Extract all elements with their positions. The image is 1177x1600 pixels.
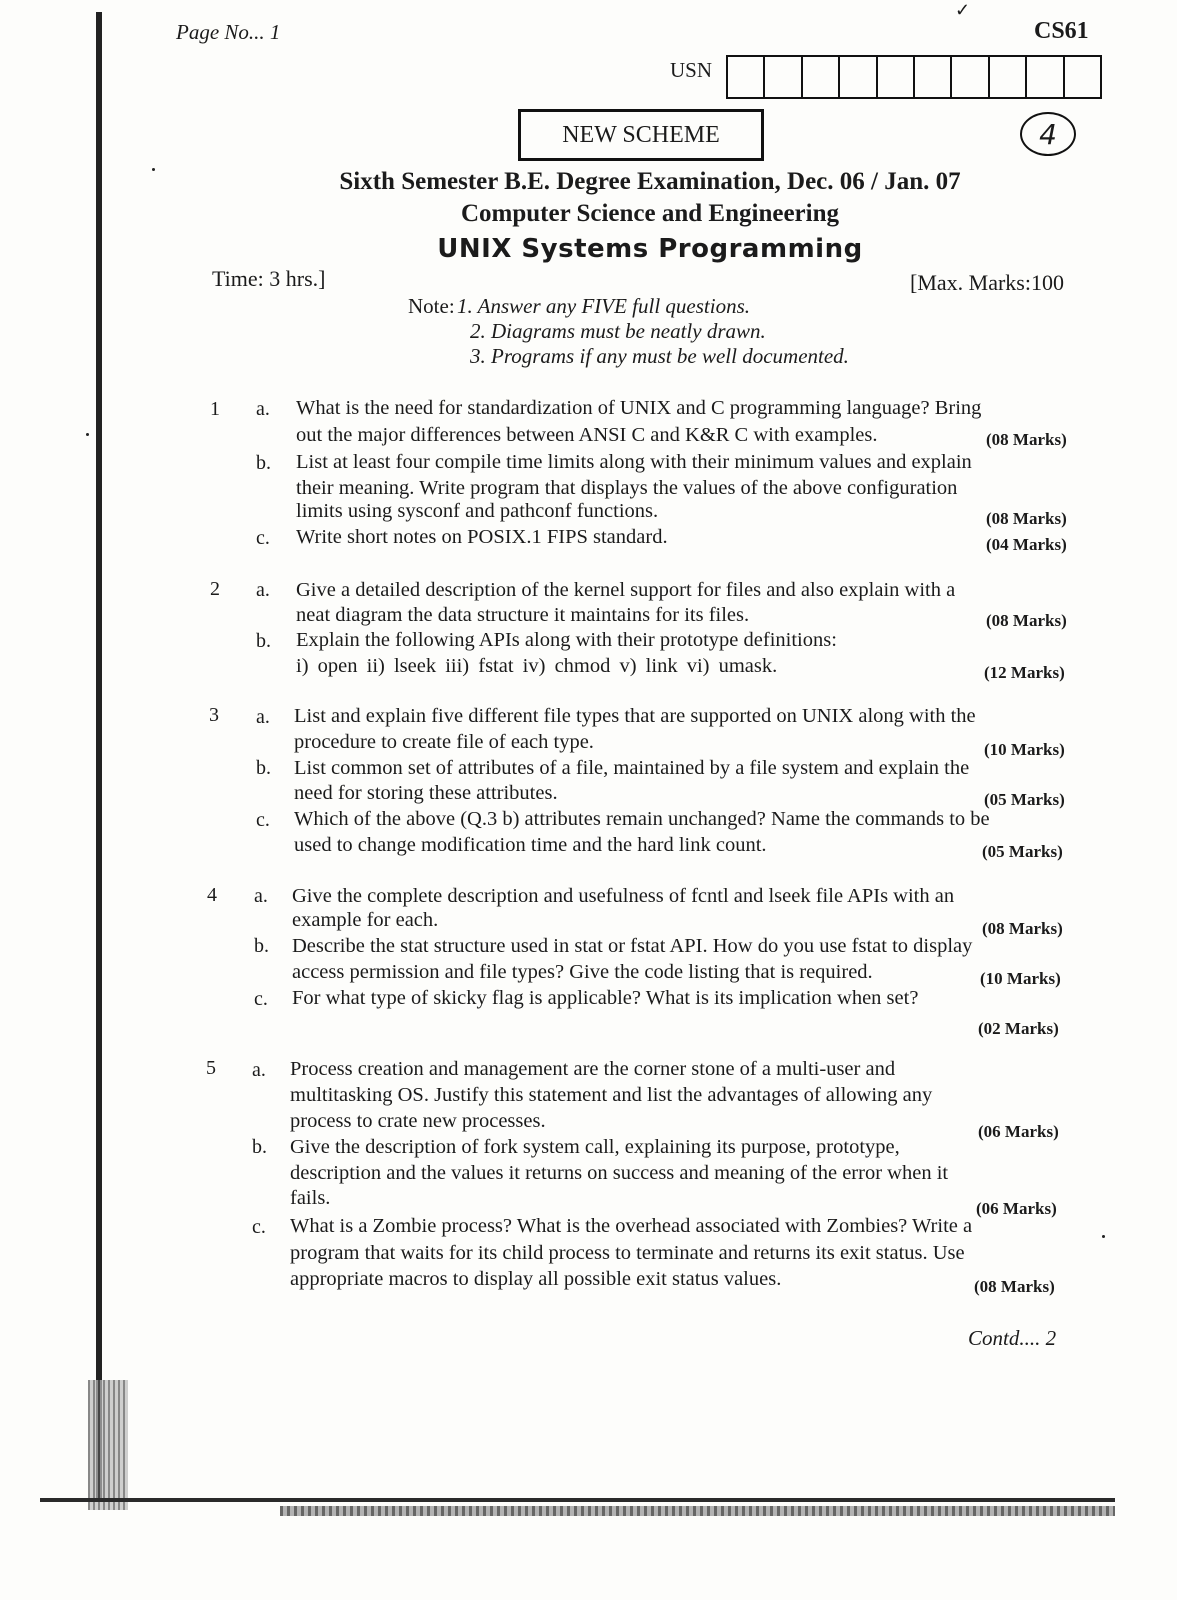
part-label: b. [256, 630, 271, 652]
part-label: a. [256, 398, 270, 420]
usn-cell [1027, 57, 1064, 97]
question-line: Explain the following APIs along with their prototype definitions: [296, 629, 837, 651]
marks-label: (02 Marks) [978, 1019, 1059, 1038]
scan-speck [1102, 1235, 1105, 1238]
question-line: List and explain five different file types that are supported on UNIX along with the [294, 705, 976, 727]
marks-label: (04 Marks) [986, 535, 1067, 554]
note-label: Note: [408, 294, 455, 318]
part-label: b. [254, 935, 269, 957]
usn-cell [952, 57, 989, 97]
part-label: a. [254, 885, 268, 907]
scan-shadow [88, 1380, 128, 1510]
question-number: 5 [206, 1057, 216, 1079]
time-allowed: Time: 3 hrs.] [212, 266, 326, 291]
question-line: For what type of skicky flag is applicable? What is its implication when set? [292, 987, 919, 1009]
usn-cell [915, 57, 952, 97]
question-line: What is a Zombie process? What is the overhead associated with Zombies? Write a [290, 1215, 973, 1237]
part-label: c. [254, 988, 268, 1010]
circled-number-text: 4 [1039, 117, 1057, 151]
usn-cell [1065, 57, 1100, 97]
question-line: used to change modification time and the hard link count. [294, 834, 767, 856]
question-line: Give the description of fork system call, explaining its purpose, prototype, [290, 1136, 900, 1158]
question-line: Which of the above (Q.3 b) attributes remain unchanged? Name the commands to be [294, 808, 990, 830]
marks-label: (08 Marks) [986, 611, 1067, 630]
marks-label: (10 Marks) [984, 740, 1065, 759]
question-line: example for each. [292, 909, 439, 931]
page-number: Page No... 1 [176, 20, 281, 44]
question-line: program that waits for its child process to terminate and returns its exit status. Use [290, 1242, 965, 1264]
check-mark: ✓ [955, 0, 971, 20]
marks-label: (12 Marks) [984, 663, 1065, 682]
question-line: procedure to create file of each type. [294, 731, 594, 753]
part-label: c. [256, 809, 270, 831]
part-label: c. [256, 527, 270, 549]
question-line: limits using sysconf and pathconf functions. [296, 500, 659, 522]
note-1: 1. Answer any FIVE full questions. [457, 294, 751, 318]
marks-label: (10 Marks) [980, 969, 1061, 988]
part-label: b. [256, 757, 271, 779]
marks-label: (06 Marks) [976, 1199, 1057, 1218]
part-label: b. [252, 1136, 267, 1158]
question-line: Give a detailed description of the kernel support for files and also explain with a [296, 579, 956, 601]
note-3: 3. Programs if any must be well documented. [470, 344, 849, 368]
bottom-scan-noise [280, 1506, 1115, 1516]
marks-label: (08 Marks) [974, 1277, 1055, 1296]
question-line: appropriate macros to display all possible exit status values. [290, 1268, 782, 1290]
usn-label: USN [670, 58, 713, 82]
usn-cell [878, 57, 915, 97]
question-line: process to crate new processes. [290, 1110, 546, 1132]
question-line: description and the values it returns on success and meaning of the error when it [290, 1162, 949, 1184]
question-number: 2 [210, 578, 220, 600]
marks-label: (08 Marks) [982, 919, 1063, 938]
bottom-edge [40, 1498, 1115, 1502]
question-number: 1 [210, 398, 220, 420]
question-line: List at least four compile time limits along with their minimum values and explain [296, 451, 972, 473]
marks-label: (06 Marks) [978, 1122, 1059, 1141]
scan-speck [86, 433, 89, 436]
usn-cell [990, 57, 1027, 97]
continued-note: Contd.... 2 [968, 1326, 1057, 1350]
question-line: multitasking OS. Justify this statement and list the advantages of allowing any [290, 1084, 933, 1106]
question-line: need for storing these attributes. [294, 782, 558, 804]
question-line: fails. [290, 1187, 331, 1209]
paper-code: CS61 [1034, 18, 1089, 44]
scheme-label: NEW SCHEME [562, 121, 720, 148]
usn-cell [728, 57, 765, 97]
part-label: b. [256, 452, 271, 474]
question-number: 4 [207, 884, 217, 906]
question-line: What is the need for standardization of UNIX and C programming language? Bring [296, 397, 982, 419]
question-line: List common set of attributes of a file, maintained by a file system and explain the [294, 757, 970, 779]
part-label: a. [256, 706, 270, 728]
department: Computer Science and Engineering [460, 200, 839, 227]
question-line: Process creation and management are the corner stone of a multi-user and [290, 1058, 896, 1080]
marks-label: (05 Marks) [984, 790, 1065, 809]
scheme-box [518, 109, 764, 161]
max-marks: [Max. Marks:100 [910, 270, 1064, 295]
question-number: 3 [209, 704, 219, 726]
usn-cell [840, 57, 877, 97]
exam-title: Sixth Semester B.E. Degree Examination, Dec. 06 / Jan. 07 [339, 168, 961, 195]
question-line: Write short notes on POSIX.1 FIPS standard. [296, 526, 668, 548]
usn-cell [765, 57, 802, 97]
question-line: Give the complete description and usefulness of fcntl and lseek file APIs with an [292, 885, 955, 907]
question-line: neat diagram the data structure it maintains for its files. [296, 604, 750, 626]
question-line: their meaning. Write program that displays the values of the above configuration [296, 477, 958, 499]
part-label: a. [252, 1059, 266, 1081]
part-label: a. [256, 579, 270, 601]
marks-label: (05 Marks) [982, 842, 1063, 861]
question-line: Describe the stat structure used in stat or fstat API. How do you use fstat to display [292, 935, 973, 957]
subject-title: UNIX Systems Programming [437, 234, 863, 264]
marks-label: (08 Marks) [986, 509, 1067, 528]
marks-label: (08 Marks) [986, 430, 1067, 449]
question-line: i) open ii) lseek iii) fstat iv) chmod v) link vi) umask. [296, 655, 778, 677]
question-line: out the major differences between ANSI C and K&R C with examples. [296, 424, 878, 446]
question-line: access permission and file types? Give the code listing that is required. [292, 961, 873, 983]
note-2: 2. Diagrams must be neatly drawn. [470, 319, 766, 343]
circled-number [1020, 112, 1076, 156]
usn-boxes [726, 55, 1102, 99]
usn-cell [803, 57, 840, 97]
part-label: c. [252, 1216, 266, 1238]
